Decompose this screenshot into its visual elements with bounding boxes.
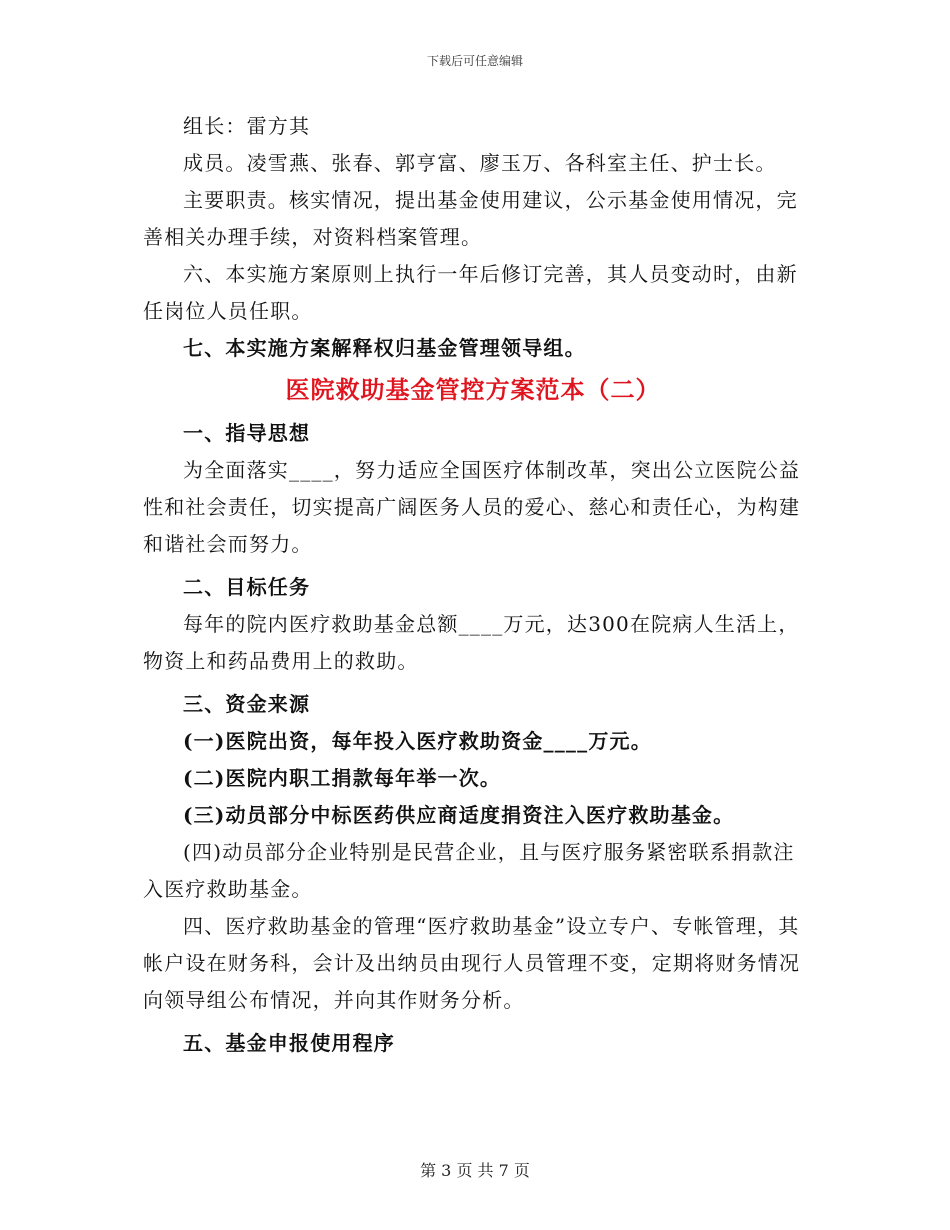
paragraph-leader: 组长：雷方其 bbox=[183, 114, 311, 138]
document-body bbox=[143, 108, 803, 1062]
fund-source-1: (一)医院出资，每年投入医疗救助资金____万元。 bbox=[183, 729, 652, 753]
heading-application-procedure: 五、基金申报使用程序 bbox=[183, 1031, 395, 1055]
paragraph-target-tasks: 每年的院内医疗救助基金总额____万元，达300在院病人生活上，物资上和药品费用上的救助。 bbox=[143, 612, 800, 673]
heading-target-tasks: 二、目标任务 bbox=[183, 575, 311, 599]
page-header: 下载后可任意编辑 bbox=[426, 54, 523, 68]
fund-source-2: (二)医院内职工捐款每年举一次。 bbox=[183, 766, 502, 790]
paragraph-six: 六、本实施方案原则上执行一年后修订完善，其人员变动时，由新任岗位人员任职。 bbox=[143, 262, 798, 323]
paragraph-duties: 主要职责。核实情况，提出基金使用建议，公示基金使用情况，完善相关办理手续，对资料档案管理。 bbox=[143, 188, 798, 249]
paragraph-members: 成员。凌雪燕、张春、郭亨富、廖玉万、各科室主任、护士长。 bbox=[183, 151, 777, 175]
page-footer: 第 3 页 共 7 页 bbox=[420, 1161, 530, 1180]
fund-source-3: (三)动员部分中标医药供应商适度捐资注入医疗救助基金。 bbox=[183, 803, 735, 827]
paragraph-guiding-ideology: 为全面落实____，努力适应全国医疗体制改革，突出公立医院公益性和社会责任，切实提高广阔医务人员的爱心、慈心和责任心，为构建和谐社会而努力。 bbox=[143, 458, 801, 556]
heading-fund-sources: 三、资金来源 bbox=[183, 692, 311, 716]
heading-guiding-ideology: 一、指导思想 bbox=[183, 421, 311, 445]
paragraph-fund-management: 四、医疗救助基金的管理“医疗救助基金”设立专户、专帐管理，其帐户设在财务科，会计及出纳员由现行人员管理不变，定期将财务情况向领导组公布情况，并向其作财务分析。 bbox=[143, 914, 801, 1012]
paragraph-seven: 七、本实施方案解释权归基金管理领导组。 bbox=[183, 336, 586, 360]
fund-source-4: (四)动员部分企业特别是民营企业，且与医疗服务紧密联系捐款注入医疗救助基金。 bbox=[143, 840, 795, 901]
section-title: 医院救助基金管控方案范本（二） bbox=[285, 375, 661, 404]
